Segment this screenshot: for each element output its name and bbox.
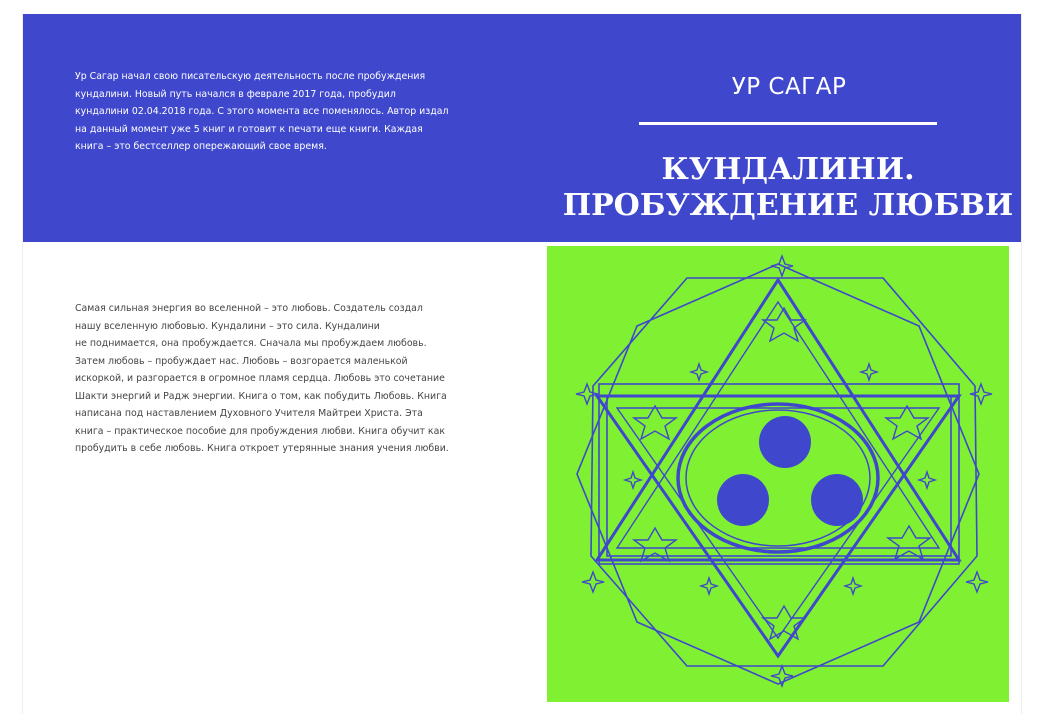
description-line: нашу вселенную любовью. Кундалини – это сила. Кундалини (75, 320, 380, 332)
blurb-line: кундалини 02.04.2018 года. С этого момента все поменялось. Автор издал (75, 106, 449, 117)
small-star-icon (763, 606, 805, 639)
small-star-icon (966, 572, 988, 592)
blurb-line: Ур Сагар начал свою писательскую деятельность после пробуждения (75, 71, 426, 82)
description-line: пробудить в себе любовь. Книга откроет утерянные знания учения любви. (75, 443, 449, 454)
small-star-icon (861, 364, 877, 380)
description-line: искоркой, и разгорается в огромное пламя сердца. Любовь это сочетание (75, 373, 445, 384)
book-cover-spread (22, 14, 1022, 714)
blurb-line: на данный момент уже 5 книг и готовит к печати еще книги. Каждая (75, 123, 423, 135)
description-line: написана под наставлением Духовного Учителя Майтреи Христа. Эта (75, 408, 423, 419)
cover-illustration (547, 246, 1009, 702)
small-star-icon (701, 578, 717, 594)
mandala-outlines (577, 264, 979, 684)
description-line: не поднимается, она пробуждается. Сначала мы пробуждаем любовь. (75, 338, 427, 349)
star-of-david-mandala-icon (547, 246, 1009, 702)
center-circle (759, 416, 811, 468)
small-star-icon (625, 472, 641, 488)
center-circle (717, 474, 769, 526)
small-star-icon (970, 384, 992, 404)
book-title-line-2: ПРОБУЖДЕНИЕ ЛЮБВИ (562, 188, 1014, 223)
author-blurb (75, 68, 475, 156)
small-star-icon (576, 384, 598, 404)
book-title (553, 152, 1023, 224)
description-line: книга – практическое пособие для пробуждения любви. Книга обучит как (75, 425, 445, 437)
title-divider (639, 122, 937, 125)
small-star-icon (919, 472, 935, 488)
three-circles (717, 416, 863, 526)
small-star-icon (888, 526, 930, 559)
center-circle (811, 474, 863, 526)
small-star-icon (886, 406, 928, 439)
author-name: УР САГАР (731, 74, 847, 100)
book-title-line-1: КУНДАЛИНИ. (661, 152, 915, 187)
small-star-icon (691, 364, 707, 380)
top-color-band (23, 14, 1021, 242)
blurb-line: книга – это бестселлер опережающий свое время. (75, 141, 327, 152)
small-star-icon (634, 406, 676, 439)
outer-frame-shape (577, 264, 979, 684)
description-line: Самая сильная энергия во вселенной – это любовь. Создатель создал (75, 303, 423, 314)
description-line: Затем любовь – пробуждает нас. Любовь – возгорается маленькой (75, 355, 408, 367)
description-line: Шакти энергий и Радж энергии. Книга о том, как побудить Любовь. Книга (75, 390, 447, 402)
small-star-icon (845, 578, 861, 594)
blurb-line: кундалини. Новый путь начался в феврале 2017 года, пробудил (75, 88, 396, 100)
book-description (75, 300, 475, 458)
small-star-icon (582, 572, 604, 592)
small-stars (576, 256, 992, 686)
